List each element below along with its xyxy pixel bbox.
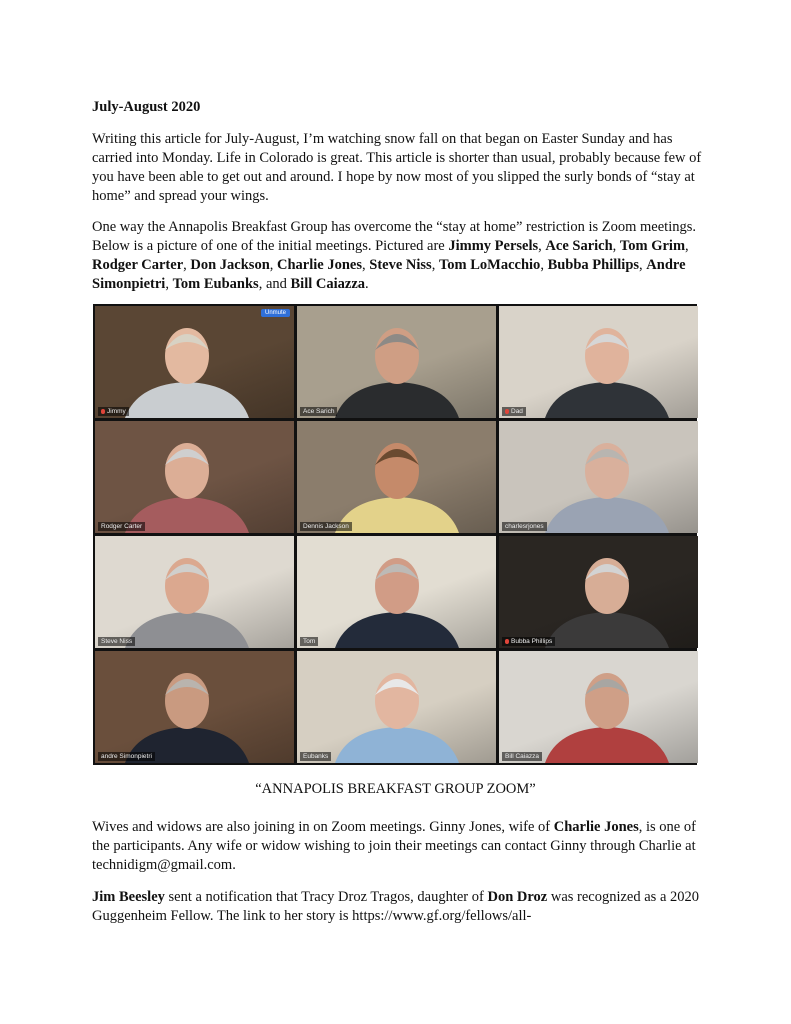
participant-name-label: Dad [502, 407, 526, 416]
participant-name-label: Bubba Phillips [502, 637, 555, 646]
participant-name-label: charlesrjones [502, 522, 547, 531]
participant-figure [297, 536, 496, 648]
video-tile[interactable] [297, 651, 496, 763]
participant-figure [95, 536, 294, 648]
name-5: Charlie Jones [277, 257, 362, 273]
participant-figure [95, 651, 294, 763]
participant-name-label: Dennis Jackson [300, 522, 352, 531]
participant-figure [297, 306, 496, 418]
participant-shoulders [545, 497, 669, 533]
participant-figure [297, 421, 496, 533]
participant-figure [297, 651, 496, 763]
name-0: Jimmy Persels [448, 238, 539, 254]
article-heading: July-August 2020 [92, 99, 201, 115]
guggenheim-paragraph: Jim Beesley sent a notification that Tracy Droz Tragos, daughter of Don Droz was recognized as a 2020 Guggenheim Fellow. The link to her story is https://www.gf.org/fellows/all- [92, 889, 700, 924]
intro-paragraph: Writing this article for July-August, I’m watching snow fall on that began on Easter Sunday and has carried into Monday. Life in Colorado is great. This article is shorter than usual, probably because few of you have been able to get out and around. I hope by now most of you slipped the surly bonds of “stay at home” and spread your wings. [92, 131, 702, 204]
muted-mic-icon [505, 409, 509, 414]
name-8: Bubba Phillips [547, 257, 640, 273]
video-tile[interactable] [297, 536, 496, 648]
name-3: Rodger Carter [92, 257, 184, 273]
muted-mic-icon [505, 639, 509, 644]
participant-figure [499, 306, 698, 418]
don-droz-name: Don Droz [487, 889, 548, 905]
video-tile[interactable] [499, 651, 698, 763]
participant-shoulders [545, 727, 669, 763]
video-tile[interactable] [95, 421, 294, 533]
zoom-paragraph: One way the Annapolis Breakfast Group has overcome the “stay at home” restriction is Zoom meetings. Below is a picture of one of the initial meetings. Pictured are Jimmy Persels, Ace Sarich, Tom Grim, Rodger Carter, Don Jackson, Charlie Jones, Steve Niss, Tom LoMacchio, Bubba Phillips, Andre Simonpietri, Tom Eubanks, and Bill Caiazza. [92, 219, 697, 292]
video-tile[interactable] [297, 421, 496, 533]
name-4: Don Jackson [190, 257, 270, 273]
participant-shoulders [335, 612, 459, 648]
participant-figure [499, 651, 698, 763]
participant-name-label: Eubanks [300, 752, 331, 761]
participant-shoulders [335, 497, 459, 533]
zoom-paragraph-intro: One way the Annapolis Breakfast Group has overcome the “stay at home” restriction is Zoom meetings. Below is a picture of one of the initial meetings. Pictured are [92, 219, 697, 254]
video-tile[interactable] [95, 306, 294, 418]
participant-shoulders [125, 612, 249, 648]
participant-figure [95, 421, 294, 533]
participant-name-label: Jimmy [98, 407, 129, 416]
participant-figure [499, 421, 698, 533]
participant-name-label: Bill Caiazza [502, 752, 542, 761]
participant-name-label: Steve Niss [98, 637, 135, 646]
participant-shoulders [335, 727, 459, 763]
name-10: Tom Eubanks [172, 276, 259, 292]
video-tile[interactable] [499, 421, 698, 533]
zoom-gallery-photo [93, 304, 697, 765]
participant-shoulders [335, 382, 459, 418]
participant-figure [95, 306, 294, 418]
jim-beesley-name: Jim Beesley [92, 889, 165, 905]
participant-name-label: Tom [300, 637, 318, 646]
name-9: Andre Simonpietri [92, 257, 686, 292]
participant-name-label: Ace Sarich [300, 407, 337, 416]
name-2: Tom Grim [619, 238, 686, 254]
participant-name-label: andre Simonpietri [98, 752, 155, 761]
name-7: Tom LoMacchio [438, 257, 541, 273]
participant-shoulders [125, 382, 249, 418]
unmute-button[interactable]: Unmute [261, 309, 290, 317]
name-1: Ace Sarich [545, 238, 613, 254]
muted-mic-icon [101, 409, 105, 414]
wives-paragraph: Wives and widows are also joining in on Zoom meetings. Ginny Jones, wife of Charlie Jones, is one of the participants. Any wife or widow wishing to join their meetings can contact Ginny through Charlie at technidigm@gmail.com. [92, 819, 696, 873]
participant-shoulders [545, 612, 669, 648]
video-tile[interactable] [95, 651, 294, 763]
participant-figure [499, 536, 698, 648]
photo-caption: “ANNAPOLIS BREAKFAST GROUP ZOOM” [255, 781, 536, 797]
video-tile[interactable] [297, 306, 496, 418]
video-tile[interactable] [95, 536, 294, 648]
video-tile[interactable] [499, 536, 698, 648]
name-11: Bill Caiazza [290, 276, 366, 292]
name-6: Steve Niss [369, 257, 432, 273]
participant-shoulders [545, 382, 669, 418]
charlie-jones-name: Charlie Jones [553, 819, 639, 835]
participant-name-label: Rodger Carter [98, 522, 145, 531]
video-tile[interactable] [499, 306, 698, 418]
